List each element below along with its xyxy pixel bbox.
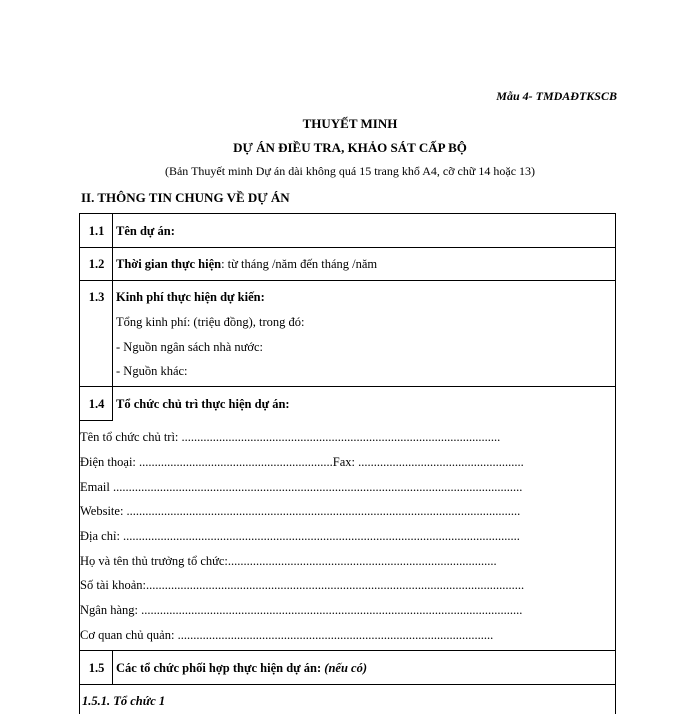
account-line: Số tài khoản:......................................................................................................................... (80, 578, 525, 592)
section-title: II. THÔNG TIN CHUNG VỀ DỰ ÁN (81, 190, 290, 205)
project-name-label: Tên dự án: (116, 224, 175, 238)
host-org-name-line: Tên tổ chức chủ trì: ...................................................................................................... (80, 430, 501, 444)
duration-value: : từ tháng /năm đến tháng /năm (221, 257, 378, 271)
total-budget-line: Tổng kinh phí: (triệu đồng), trong đó: (116, 315, 305, 329)
host-org-label: Tổ chức chủ trì thực hiện dự án: (116, 397, 290, 411)
row-number-1-1: 1.1 (88, 224, 105, 238)
row-divider (80, 386, 615, 387)
duration-label: Thời gian thực hiện (116, 257, 222, 271)
form-code: Mẫu 4- TMDAĐTKSCB (496, 89, 617, 103)
cell-divider (80, 420, 113, 421)
row-divider (80, 247, 615, 248)
partner-org-1-label: 1.5.1. Tổ chức 1 (82, 694, 166, 708)
address-line: Địa chỉ: ............................................................................................................................... (80, 529, 520, 543)
general-info-table (79, 213, 616, 714)
head-name-line: Họ và tên thủ trưởng tổ chức:...................................................................................... (80, 554, 497, 568)
row-divider (80, 684, 615, 685)
website-line: Website: .............................................................................................................................. (80, 504, 521, 518)
bank-line: Ngân hàng: .......................................................................................................................... (80, 603, 523, 617)
budget-label: Kinh phí thực hiện dự kiến: (116, 290, 265, 304)
row-number-1-3: 1.3 (88, 290, 105, 304)
agency-line: Cơ quan chủ quản: ..................................................................................................... (80, 628, 494, 642)
email-line: Email ................................................................................................................................... (80, 480, 523, 494)
partner-orgs-label: Các tổ chức phối hợp thực hiện dự án: (116, 661, 322, 675)
row-number-1-4: 1.4 (88, 397, 105, 411)
phone-fax-line: Điện thoại: ..............................................................Fax: ..................................................... (80, 455, 524, 469)
partner-orgs-field (116, 661, 367, 676)
row-divider (80, 650, 615, 651)
row-number-1-5: 1.5 (88, 661, 105, 675)
row-number-1-2: 1.2 (88, 257, 105, 271)
document-note: (Bản Thuyết minh Dự án dài không quá 15 trang khổ A4, cỡ chữ 14 hoặc 13) (164, 164, 536, 178)
document-subtitle: DỰ ÁN ĐIỀU TRA, KHẢO SÁT CẤP BỘ (233, 140, 467, 155)
state-budget-line: - Nguồn ngân sách nhà nước: (116, 340, 264, 354)
other-budget-line: - Nguồn khác: (116, 364, 188, 378)
row-divider (80, 280, 615, 281)
partner-orgs-note: (nếu có) (324, 661, 367, 675)
document-title: THUYẾT MINH (302, 116, 398, 131)
duration-field (116, 257, 377, 272)
